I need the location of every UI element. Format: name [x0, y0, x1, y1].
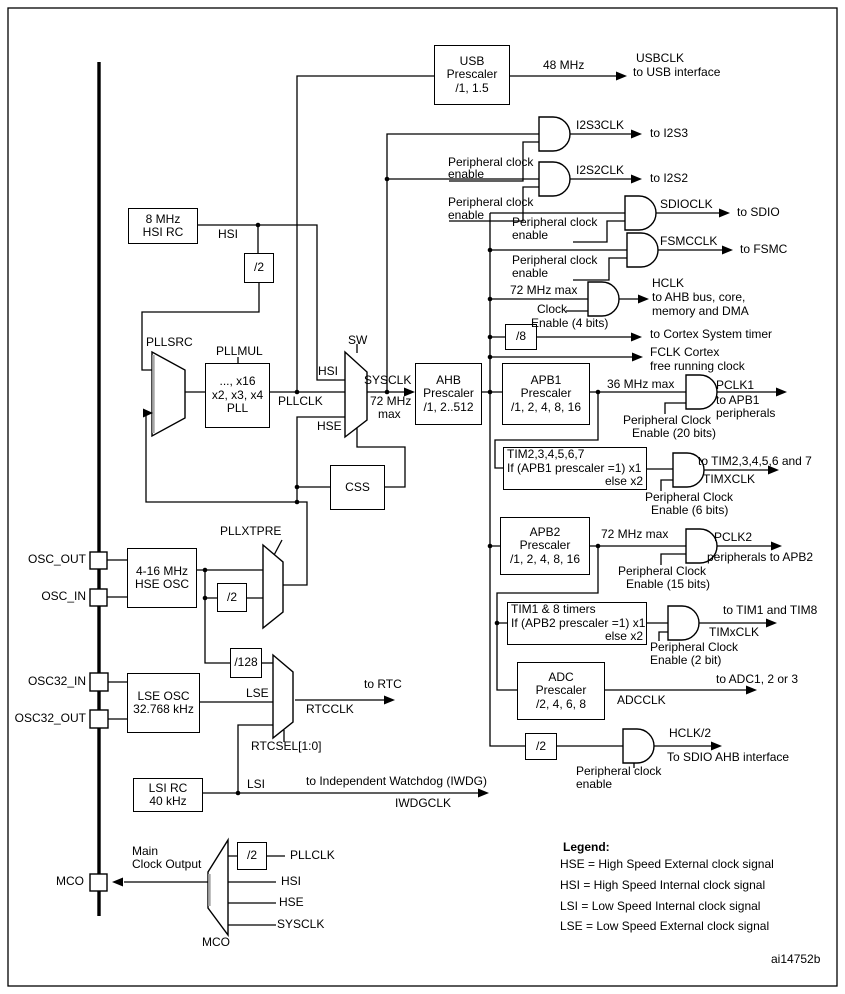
pllsrc-mux [152, 352, 185, 436]
usb-freq-label: 48 MHz [543, 58, 585, 72]
cortex-dest-label: to Cortex System timer [650, 327, 773, 341]
adcclk-label: ADCCLK [617, 693, 666, 707]
lse-osc-box: LSE OSC 32.768 kHz [127, 673, 200, 733]
usbclk-label: USBCLK [636, 51, 685, 65]
junction-dot [295, 500, 300, 505]
junction-dot [203, 568, 208, 573]
osc-in-pin [90, 589, 107, 606]
tim2-7-box: TIM2,3,4,5,6,7 If (APB1 prescaler =1) x1 else x2 [503, 447, 647, 490]
legend-line-hsi: HSI = High Speed Internal clock signal [560, 878, 766, 892]
osc32-out-pin [90, 710, 108, 728]
mco-caption-1: Main [132, 844, 159, 858]
pclk1-label: PCLK1 [716, 378, 755, 392]
sdioclk-label: SDIOCLK [660, 197, 713, 211]
hsi-div2-box: /2 [244, 253, 274, 283]
junction-dot [488, 544, 493, 549]
sysclk-max-label-2: max [378, 407, 401, 421]
i2s2-gate [539, 162, 570, 196]
tim18clk-label: TIMxCLK [709, 625, 760, 639]
fsmc-enable-label-2: enable [512, 266, 549, 280]
junction-dot [385, 177, 390, 182]
hclk2-gate [623, 729, 654, 763]
junction-dot [256, 223, 261, 228]
mco-caption-2: Clock Output [132, 857, 202, 871]
lsi-rc-box: LSI RC 40 kHz [133, 778, 203, 812]
osc-out-pin [90, 552, 107, 569]
hclk2-enable-label-2: enable [576, 777, 613, 791]
mco-hse-label: HSE [279, 895, 304, 909]
rtcsel-mux [273, 655, 293, 738]
i2s3-enable-label-1: Peripheral clock [448, 155, 534, 169]
rtcsel-label: RTCSEL[1:0] [251, 739, 322, 753]
arrow-cortex [631, 333, 642, 342]
timx-dest-label: to TIM2,3,4,5,6 and 7 [698, 454, 812, 468]
pclk1-enable-label-1: Peripheral Clock [623, 413, 712, 427]
hclk2-enable-label-1: Peripheral clock [576, 764, 662, 778]
hclk-div2-box: /2 [525, 733, 557, 760]
tim18-enable-label-1: Peripheral Clock [650, 640, 739, 654]
hse-div2-box: /2 [217, 583, 247, 612]
i2s3-dest-label: to I2S3 [650, 126, 689, 140]
sdio-enable-label-1: Peripheral clock [512, 215, 598, 229]
i2s2clk-label: I2S2CLK [576, 163, 625, 177]
mco-hsi-label: HSI [281, 874, 302, 888]
sysclk-max-label-1: 72 MHz [370, 394, 412, 408]
fsmc-gate [627, 233, 658, 267]
sw-hsi-input-label: HSI [318, 364, 339, 378]
pllsrc-label: PLLSRC [146, 335, 193, 349]
usb-prescaler-box: USB Prescaler /1, 1.5 [434, 45, 510, 105]
i2s3-enable-label-2: enable [448, 167, 485, 181]
i2s3-gate [539, 117, 570, 151]
arrow-hclk [638, 295, 649, 304]
arrow-iwdg [478, 789, 489, 798]
pclk2-dest-label: peripherals to APB2 [707, 550, 814, 564]
pllxtpre-label: PLLXTPRE [220, 524, 282, 538]
usb-dest-label: to USB interface [633, 65, 721, 79]
pclk2-label: PCLK2 [714, 530, 753, 544]
legend-line-lse: LSE = Low Speed External clock signal [560, 919, 770, 933]
sw-label: SW [348, 333, 368, 347]
junction-dot [488, 355, 493, 360]
junction-dot [488, 335, 493, 340]
i2s3clk-label: I2S3CLK [576, 118, 625, 132]
hclk-enable-label-1: Clock [537, 302, 568, 316]
arrow-i2s2 [631, 175, 642, 184]
fsmcclk-label: FSMCCLK [660, 234, 718, 248]
junction-dot [203, 596, 208, 601]
pclk2-enable-label-1: Peripheral Clock [618, 564, 707, 578]
rtc-dest-label: to RTC [364, 677, 402, 691]
net-pin-stubs [107, 560, 127, 719]
junction-dot [488, 248, 493, 253]
lse-signal-label: LSE [246, 686, 269, 700]
sdio-gate [625, 196, 656, 230]
apb1-prescaler-box: APB1 Prescaler /1, 2, 4, 8, 16 [502, 363, 590, 425]
sysclk-label: SYSCLK [364, 373, 412, 387]
pllxtpre-mux [263, 545, 283, 628]
hsi-rc-box: 8 MHz HSI RC [128, 208, 198, 244]
timxclk-label: TIMXCLK [703, 472, 756, 486]
pllmul-label: PLLMUL [216, 344, 263, 358]
pll-box: ..., x16 x2, x3, x4 PLL [205, 363, 270, 428]
legend-line-lsi: LSI = Low Speed Internal clock signal [560, 899, 761, 913]
pclk1-dest-label-2: peripherals [716, 406, 776, 420]
tim18-dest-label: to TIM1 and TIM8 [723, 603, 818, 617]
hse-osc-box: 4-16 MHz HSE OSC [127, 548, 197, 608]
arrow-mco-pin [112, 878, 123, 887]
figure-id: ai14752b [771, 952, 821, 966]
junction-dot [236, 791, 241, 796]
pclk2-enable-label-2: Enable (15 bits) [626, 577, 711, 591]
arrow-fclk [632, 353, 643, 362]
hclk-dest-label-2: memory and DMA [652, 304, 749, 318]
junction-dot [488, 390, 493, 395]
hclk2-dest-label: To SDIO AHB interface [667, 750, 790, 764]
sdio-enable-label-2: enable [512, 228, 549, 242]
adc-prescaler-box: ADC Prescaler /2, 4, 6, 8 [517, 662, 605, 720]
junction-dot [495, 621, 500, 626]
hclk-gate [588, 282, 619, 316]
css-box: CSS [330, 465, 385, 510]
timx-enable-label-1: Peripheral Clock [645, 490, 734, 504]
hclk2-label: HCLK/2 [669, 726, 712, 740]
iwdgclk-label: IWDGCLK [395, 796, 452, 810]
arrow-rtc [384, 696, 395, 705]
arrow-usb [616, 72, 627, 81]
fsmc-enable-label-1: Peripheral clock [512, 253, 598, 267]
fclk-label-1: FCLK Cortex [650, 345, 720, 359]
hclk-label: HCLK [652, 276, 685, 290]
hsi-signal-label: HSI [218, 227, 239, 241]
osc-out-pin-label: OSC_OUT [27, 552, 86, 566]
junction-dot [596, 390, 601, 395]
junction-dot [596, 544, 601, 549]
mco-mux [208, 840, 228, 935]
div8-box: /8 [505, 324, 537, 350]
div128-box: /128 [230, 648, 262, 678]
arrow-fsmc [722, 246, 733, 255]
junction-dot [488, 297, 493, 302]
ahb-prescaler-box: AHB Prescaler /1, 2..512 [415, 363, 482, 425]
tim18-gate [668, 606, 699, 640]
i2s2-enable-label-2: enable [448, 208, 485, 222]
tim18-enable-label-2: Enable (2 bit) [650, 653, 722, 667]
mco-pin-label: MCO [56, 874, 84, 888]
pclk1-gate [686, 375, 717, 409]
adc-dest-label: to ADC1, 2 or 3 [716, 672, 799, 686]
arrow-adc [746, 686, 757, 695]
mco-pin [90, 874, 107, 891]
legend-line-hse: HSE = High Speed External clock signal [560, 857, 774, 871]
pclk1-dest-label-1: to APB1 [716, 393, 760, 407]
pclk2-max-label: 72 MHz max [601, 527, 669, 541]
hclk-dest-label-1: to AHB bus, core, [652, 290, 746, 304]
arrow-i2s3 [631, 130, 642, 139]
mco-sysclk-label: SYSCLK [277, 917, 325, 931]
pclk1-max-label: 36 MHz max [607, 377, 675, 391]
mco-mux-label: MCO [202, 935, 230, 949]
arrow-pclk1 [776, 388, 787, 397]
mco-div2-box: /2 [237, 842, 267, 870]
i2s2-enable-label-1: Peripheral clock [448, 195, 534, 209]
hclk-max-label: 72 MHz max [510, 283, 578, 297]
fclk-label-2: free running clock [650, 359, 745, 373]
junction-dot [295, 485, 300, 490]
rtcclk-label: RTCCLK [306, 702, 354, 716]
apb2-prescaler-box: APB2 Prescaler /1, 2, 4, 8, 16 [500, 517, 590, 575]
sw-hse-input-label: HSE [317, 419, 342, 433]
net-pllclk-usb [297, 76, 616, 392]
timx-enable-label-2: Enable (6 bits) [651, 503, 729, 517]
osc32-in-pin [90, 673, 108, 691]
hclk-enable-label-2: Enable (4 bits) [531, 316, 609, 330]
lsi-signal-label: LSI [247, 777, 266, 791]
legend-title: Legend: [563, 840, 610, 854]
mco-pllclk-label: PLLCLK [290, 848, 335, 862]
sw-mux [345, 352, 367, 437]
arrow-tim18 [766, 619, 777, 628]
osc32-out-pin-label: OSC32_OUT [14, 711, 86, 725]
sdio-dest-label: to SDIO [737, 205, 780, 219]
fsmc-dest-label: to FSMC [740, 242, 788, 256]
tim1-8-box: TIM1 & 8 timers If (APB2 prescaler =1) x1 else x2 [507, 602, 647, 645]
osc32-in-pin-label: OSC32_IN [27, 674, 86, 688]
i2s2-dest-label: to I2S2 [650, 171, 689, 185]
iwdg-dest-label: to Independent Watchdog (IWDG) [306, 774, 487, 788]
pclk1-enable-label-2: Enable (20 bits) [632, 426, 717, 440]
pllclk-label: PLLCLK [278, 394, 323, 408]
arrow-sdio [719, 209, 730, 218]
osc-in-pin-label: OSC_IN [41, 589, 86, 603]
